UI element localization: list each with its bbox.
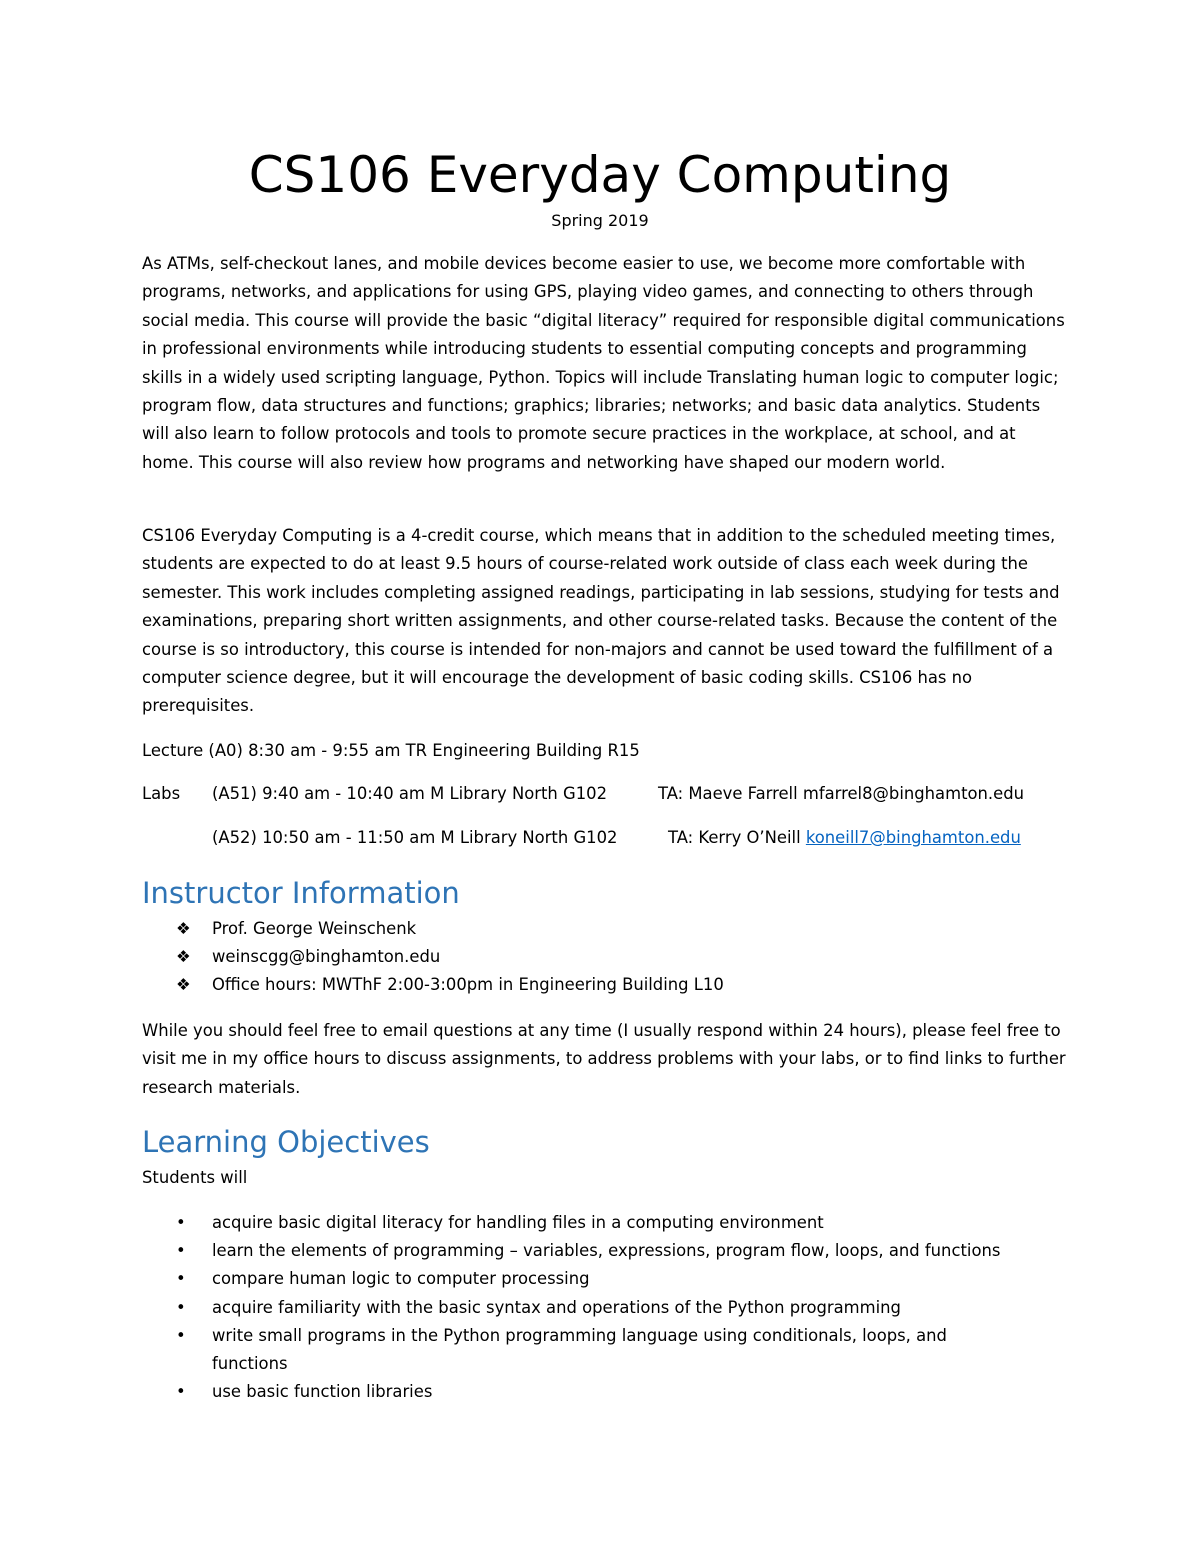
bullet-icon: •	[176, 1382, 186, 1402]
diamond-bullet-icon: ❖	[176, 919, 191, 938]
objective-text: acquire basic digital literacy for handling files in a computing environment	[212, 1213, 824, 1232]
instructor-list	[0, 915, 724, 1000]
labs-label: Labs	[142, 784, 181, 803]
objective-text: write small programs in the Python programming language using conditionals, loops, and functions	[212, 1325, 947, 1374]
list-item	[142, 1294, 1002, 1322]
lab-a52-ta-name: TA: Kerry O’Neill	[668, 828, 801, 847]
objectives-heading: Learning Objectives	[142, 1125, 430, 1159]
bullet-icon: •	[176, 1213, 186, 1232]
list-item	[142, 915, 724, 943]
list-item	[142, 1322, 1002, 1378]
list-item	[142, 1265, 1002, 1293]
instructor-email: weinscgg@binghamton.edu	[212, 947, 441, 967]
bullet-icon: •	[176, 1269, 186, 1289]
objective-text: learn the elements of programming – variables, expressions, program flow, loops, and functions	[212, 1241, 1001, 1261]
office-hours: Office hours: MWThF 2:00-3:00pm in Engineering Building L10	[212, 975, 724, 995]
list-item	[142, 1237, 1002, 1265]
lab-a52-ta	[668, 824, 1021, 852]
bullet-icon: •	[176, 1241, 186, 1261]
lab-a52-section: (A52) 10:50 am - 11:50 am M Library North G102	[212, 828, 618, 847]
list-item	[142, 1209, 1002, 1237]
diamond-bullet-icon: ❖	[176, 947, 191, 967]
lab-a52-ta-email-link[interactable]: koneill7@binghamton.edu	[805, 828, 1021, 847]
objective-text: acquire familiarity with the basic syntax and operations of the Python programming	[212, 1297, 901, 1317]
objective-text: compare human logic to computer processing	[212, 1269, 590, 1289]
credit-description: CS106 Everyday Computing is a 4-credit course, which means that in addition to the scheduled meeting times, students are expected to do at least 9.5 hours of course-related work outside of class each week during the semester. This work includes completing assigned readings, participating in lab sessions, studying for tests and examinations, preparing short written assignments, and other course-related tasks. Because the content of the course is so introductory, this course is intended for non-majors and cannot be used toward the fulfillment of a computer science degree, but it will encourage the development of basic coding skills. CS106 has no prerequisites.	[142, 526, 1060, 716]
contact-note: While you should feel free to email questions at any time (I usually respond within 24 hours), please feel free to visit me in my office hours to discuss assignments, to address problems with your labs, or to find links to further research materials.	[142, 1021, 1066, 1097]
list-item	[142, 971, 724, 999]
objectives-list	[142, 1209, 1002, 1406]
objective-text: use basic function libraries	[212, 1382, 433, 1402]
bullet-icon: •	[176, 1325, 186, 1345]
list-item	[142, 1378, 1002, 1406]
course-term: Spring 2019	[551, 211, 649, 230]
instructor-name: Prof. George Weinschenk	[212, 919, 417, 938]
instructor-heading: Instructor Information	[142, 876, 460, 910]
objectives-intro: Students will	[142, 1168, 248, 1187]
course-description: As ATMs, self-checkout lanes, and mobile devices become easier to use, we become more comfortable with programs, networks, and applications for using GPS, playing video games, and connecting to others through social media. This course will provide the basic “digital literacy” required for responsible digital communications in professional environments while introducing students to essential computing concepts and programming skills in a widely used scripting language, Python. Topics will include Translating human logic to computer logic; program flow, data structures and functions; graphics; libraries; networks; and basic data analytics. Students will also learn to follow protocols and tools to promote secure practices in the workplace, at school, and at home. This course will also review how programs and networking have shaped our modern world.	[142, 254, 1065, 472]
bullet-icon: •	[176, 1297, 186, 1317]
list-item	[142, 943, 724, 971]
lecture-schedule: Lecture (A0) 8:30 am - 9:55 am TR Engineering Building R15	[142, 741, 640, 760]
course-title: CS106 Everyday Computing	[248, 146, 952, 204]
diamond-bullet-icon: ❖	[176, 975, 191, 995]
lab-a51-ta: TA: Maeve Farrell mfarrel8@binghamton.edu	[658, 784, 1025, 803]
lab-a51-section: (A51) 9:40 am - 10:40 am M Library North G102	[212, 784, 608, 803]
